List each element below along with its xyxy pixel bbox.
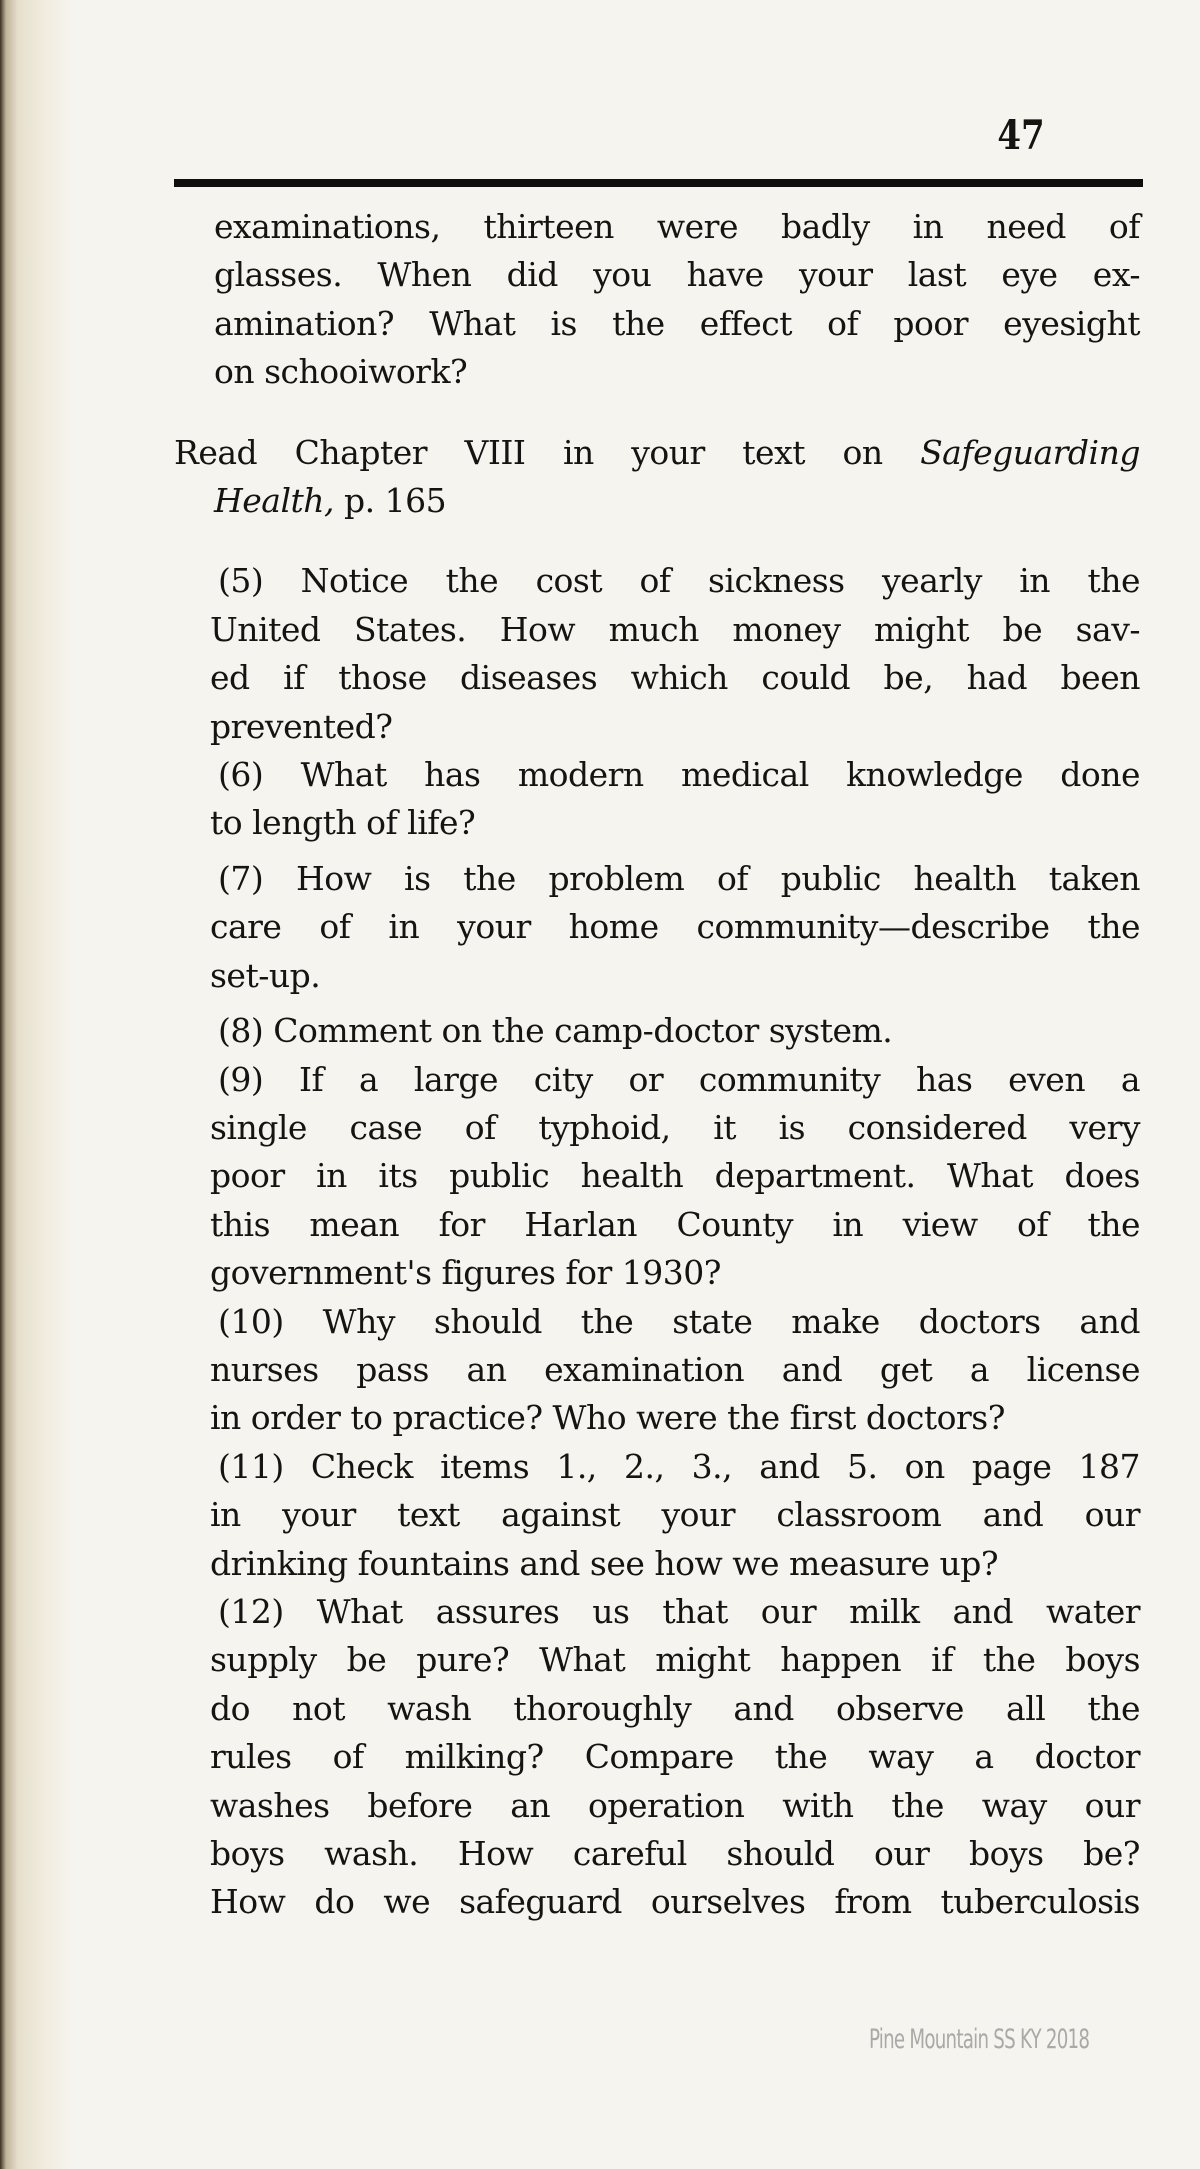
text-line: ed if those diseases which could be, had been — [210, 658, 1140, 698]
text-line: How do we safeguard ourselves from tuberculosis — [210, 1882, 1140, 1922]
text-line: government's figures for 1930? — [210, 1253, 721, 1293]
question-item — [174, 1588, 1140, 1927]
book-binding-edge — [0, 0, 70, 2169]
text-line: drinking fountains and see how we measure up? — [210, 1543, 999, 1583]
question-item — [174, 1443, 1140, 1588]
text-line: boys wash. How careful should our boys be? — [210, 1834, 1140, 1873]
text-line: (6) What has modern medical knowledge done — [218, 755, 1140, 795]
text-line: prevented? — [210, 706, 393, 746]
text-line: supply be pure? What might happen if the boys — [210, 1640, 1140, 1680]
question-item — [174, 855, 1140, 1000]
text-line: examinations, thirteen were badly in need of — [214, 207, 1140, 246]
text-line: this mean for Harlan County in view of the — [210, 1204, 1140, 1244]
text-line: to length of life? — [210, 803, 476, 843]
question-item — [174, 1298, 1140, 1443]
text-line: amination? What is the effect of poor eyesight — [214, 303, 1140, 343]
question-item — [174, 751, 1140, 848]
text-line: nurses pass an examination and get a license — [210, 1349, 1140, 1389]
text-line: (11) Check items 1., 2., 3., and 5. on page 187 — [218, 1446, 1140, 1486]
text-line: Read Chapter VIII in your text on Safeguarding — [174, 432, 1140, 472]
text-line: rules of milking? Compare the way a doctor — [210, 1737, 1140, 1777]
watermark: Pine Mountain SS KY 2018 — [869, 2024, 1090, 2055]
text-line: (7) How is the problem of public health taken — [218, 858, 1140, 898]
text-line: set-up. — [210, 955, 321, 995]
reading-assignment — [174, 429, 1140, 526]
page-body — [174, 203, 1140, 1927]
question-item — [174, 1056, 1140, 1298]
text-line: (9) If a large city or community has even a — [218, 1059, 1140, 1099]
text-line: poor in its public health department. What does — [210, 1156, 1140, 1196]
text-line: United States. How much money might be sav- — [210, 609, 1140, 649]
text-line: (12) What assures us that our milk and water — [218, 1591, 1140, 1631]
text-line: (5) Notice the cost of sickness yearly in the — [218, 561, 1140, 601]
text-line: (10) Why should the state make doctors and — [218, 1301, 1140, 1341]
text-line: do not wash thoroughly and observe all the — [210, 1688, 1140, 1728]
question-item — [174, 557, 1140, 751]
text-line: glasses. When did you have your last eye ex- — [214, 255, 1140, 295]
header-rule — [174, 179, 1143, 187]
text-line: on schooiwork? — [214, 352, 468, 392]
page-number: 47 — [997, 112, 1045, 159]
question-item — [174, 1007, 1140, 1055]
text-line: in your text against your classroom and our — [210, 1495, 1140, 1535]
text-line: in order to practice? Who were the first doctors? — [210, 1398, 1005, 1438]
text-line: care of in your home community—describe the — [210, 907, 1140, 947]
text-line: single case of typhoid, it is considered very — [210, 1107, 1140, 1147]
text-line: (8) Comment on the camp-doctor system. — [218, 1011, 893, 1051]
text-line: washes before an operation with the way our — [210, 1785, 1140, 1825]
text-line: Health, p. 165 — [214, 481, 447, 521]
continued-paragraph — [174, 203, 1140, 397]
